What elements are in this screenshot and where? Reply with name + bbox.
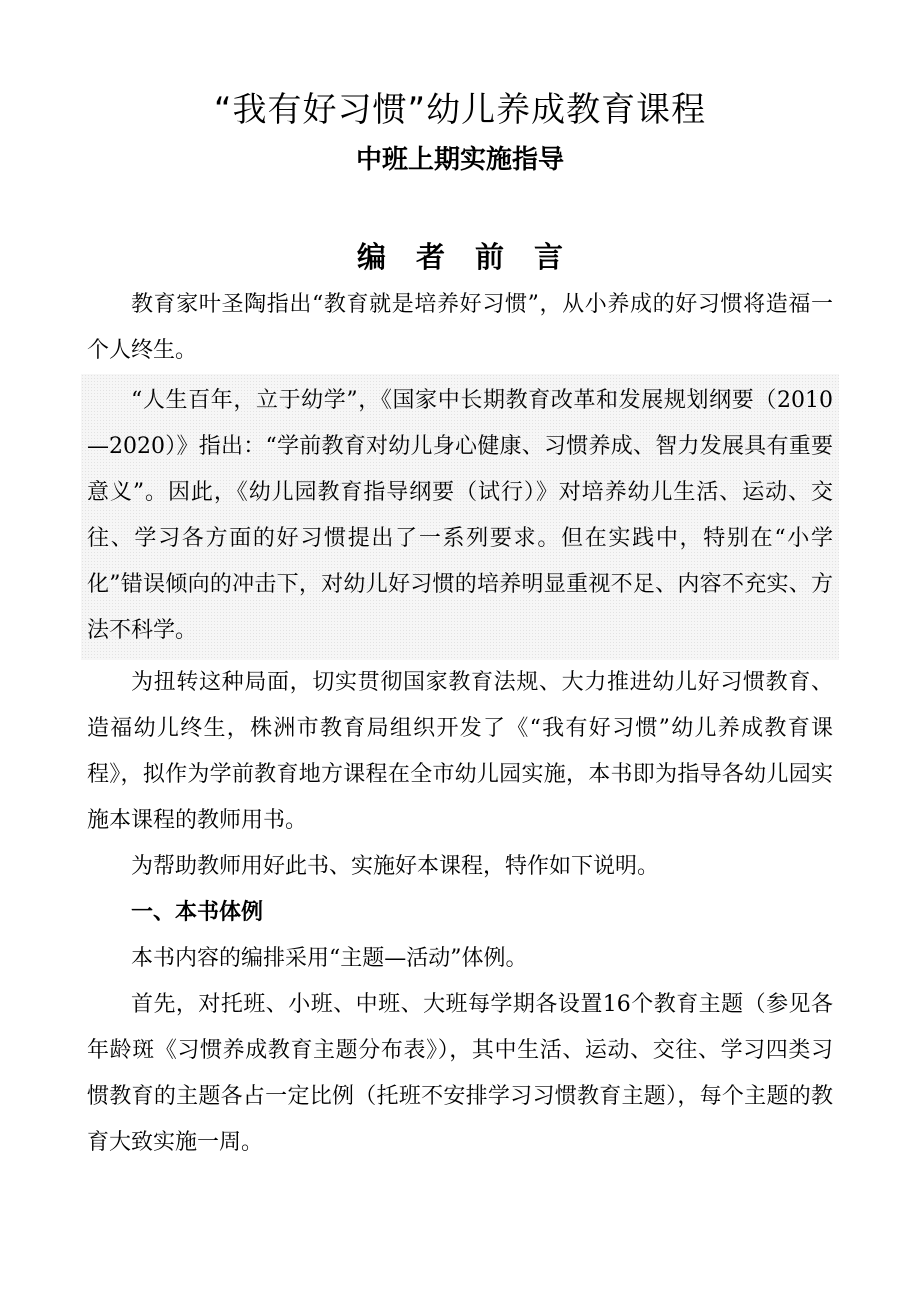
paragraph-policy-highlighted: “人生百年，立于幼学”，《国家中长期教育改革和发展规划纲要（2010—2020）》指出：“学前教育对幼儿身心健康、习惯养成、智力发展具有重要意义”。因此，《幼儿园教育指导纲要（试行）》对培养幼儿生活、运动、交往、学习各方面的好习惯提出了一系列要求。但在实践中，特别在“小学化”错误倾向的冲击下，对幼儿好习惯的培养明显重视不足、内容不充实、方法不科学。 (81, 374, 839, 660)
section-heading-format: 一、本书体例 (131, 900, 264, 925)
paragraph-purpose: 为扭转这种局面，切实贯彻国家教育法规、大力推进幼儿好习惯教育、造福幼儿终生，株洲市教育局组织开发了《“我有好习惯”幼儿养成教育课程》，拟作为学前教育地方课程在全市幼儿园实施，本书即为指导各幼儿园实施本课程的教师用书。 (87, 670, 833, 833)
paragraph-themes: 首先，对托班、小班、中班、大班每学期各设置16个教育主题（参见各年龄斑《习惯养成教育主题分布表》），其中生活、运动、交往、学习四类习惯教育的主题各占一定比例（托班不安排学习习惯教育主题），每个主题的教育大致实施一周。 (87, 992, 833, 1155)
document-subtitle: 中班上期实施指导 (355, 145, 564, 175)
paragraph-note: 为帮助教师用好此书、实施好本课程，特作如下说明。 (131, 854, 660, 879)
preface-heading: 编者前言 (356, 240, 593, 274)
paragraph-format: 本书内容的编排采用“主题—活动”体例。 (131, 946, 528, 971)
document-body (87, 282, 833, 1166)
paragraph-intro: 教育家叶圣陶指出“教育就是培养好习惯”，从小养成的好习惯将造福一个人终生。 (87, 292, 833, 363)
document-title: “我有好习惯”幼儿养成教育课程 (213, 90, 707, 130)
